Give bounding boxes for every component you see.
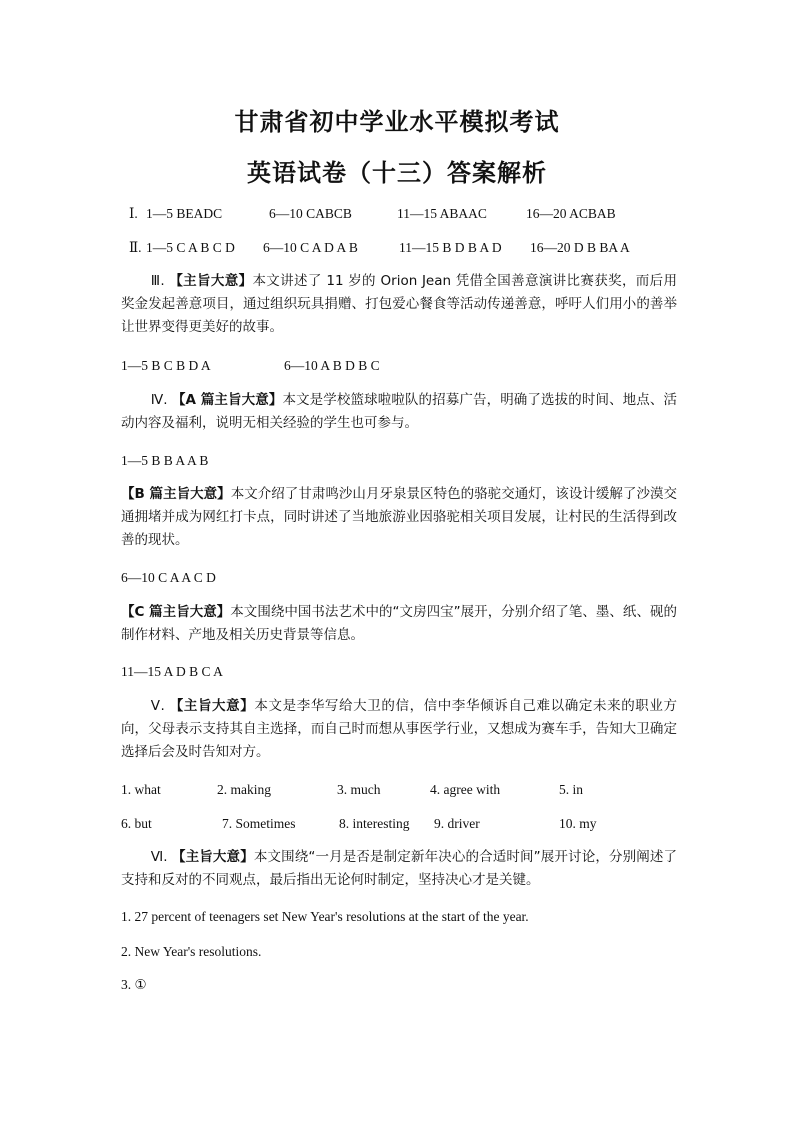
answer-item: 2. making bbox=[217, 782, 271, 797]
summary-text: 本文讲述了 11 岁的 Orion Jean 凭借全国善意演讲比赛获奖，而后用奖金发起善意项目，通过组织玩具捐赠、打包爱心餐食等活动传递善意，呼吁人们用小的善举让世界变得更美好的故事。 bbox=[121, 273, 678, 335]
section-6-answer-3: 3. ① bbox=[121, 977, 147, 992]
answer-group: 11—15 ABAAC bbox=[397, 206, 487, 221]
section-6-summary bbox=[121, 846, 677, 892]
summary-tag: 【主旨大意】 bbox=[172, 849, 254, 865]
summary-tag: 【主旨大意】 bbox=[169, 273, 253, 289]
section-4-c-summary bbox=[121, 601, 677, 647]
answer-group: 11—15 B D B A D bbox=[399, 240, 502, 255]
summary-text: 本文是李华写给大卫的信，信中李华倾诉自己难以确定未来的职业方向，父母表示支持其自主选择，而自己时而想从事医学行业，又想成为赛车手，告知大卫确定选择后会及时告知对方。 bbox=[121, 698, 678, 760]
summary-tag: 【B 篇主旨大意】 bbox=[121, 486, 231, 502]
answer-group: 1—5 B C B D A bbox=[121, 358, 211, 373]
section-3-summary bbox=[121, 270, 677, 339]
answer-item: 5. in bbox=[559, 782, 584, 797]
answer-item: 10. my bbox=[559, 816, 597, 831]
answer-item: 6. but bbox=[121, 816, 152, 831]
answer-group: 6—10 C A D A B bbox=[263, 240, 358, 255]
answer-group: 6—10 A B D B C bbox=[284, 358, 380, 373]
summary-text: 本文介绍了甘肃鸣沙山月牙泉景区特色的骆驼交通灯，该设计缓解了沙漠交通拥堵并成为网红打卡点，同时讲述了当地旅游业因骆驼相关项目发展，让村民的生活得到改善的现状。 bbox=[121, 486, 678, 548]
section-numeral: Ⅱ. bbox=[129, 240, 142, 255]
section-numeral: Ⅲ. bbox=[150, 273, 165, 289]
answer-item: 1. what bbox=[121, 782, 161, 797]
section-numeral: Ⅴ. bbox=[150, 698, 165, 714]
answer-group: 6—10 CABCB bbox=[269, 206, 352, 221]
section-4-b-summary bbox=[121, 483, 677, 552]
summary-text: 本文围绕“一月是否是制定新年决心的合适时间”展开讨论，分别阐述了支持和反对的不同观点，最后指出无论何时制定，坚持决心才是关键。 bbox=[121, 849, 678, 888]
exam-title: 甘肃省初中学业水平模拟考试 bbox=[234, 108, 560, 136]
section-4-c-answers: 11—15 A D B C A bbox=[121, 664, 223, 679]
section-5-summary bbox=[121, 695, 677, 764]
answer-group: 1—5 C A B C D bbox=[146, 240, 235, 255]
section-4-b-answers: 6—10 C A A C D bbox=[121, 570, 216, 585]
answer-item: 4. agree with bbox=[430, 782, 501, 797]
summary-text: 本文围绕中国书法艺术中的“文房四宝”展开，分别介绍了笔、墨、纸、砚的制作材料、产地及相关历史背景等信息。 bbox=[121, 604, 677, 643]
summary-tag: 【A 篇主旨大意】 bbox=[171, 392, 283, 408]
answer-item: 8. interesting bbox=[339, 816, 410, 831]
section-6-answer-2: 2. New Year's resolutions. bbox=[121, 944, 262, 959]
section-numeral: Ⅵ. bbox=[150, 849, 168, 865]
answer-item: 9. driver bbox=[434, 816, 480, 831]
answer-group: 1—5 BEADC bbox=[146, 206, 223, 221]
section-4-a-summary bbox=[121, 389, 677, 435]
answer-item: 7. Sometimes bbox=[222, 816, 296, 831]
summary-tag: 【主旨大意】 bbox=[169, 698, 255, 714]
answer-group: 16—20 D B BA A bbox=[530, 240, 630, 255]
section-6-answer-1: 1. 27 percent of teenagers set New Year's resolutions at the start of the year. bbox=[121, 909, 529, 924]
answer-group: 16—20 ACBAB bbox=[526, 206, 616, 221]
summary-text: 本文是学校篮球啦啦队的招募广告，明确了选拔的时间、地点、活动内容及福利，说明无相关经验的学生也可参与。 bbox=[121, 392, 677, 431]
section-numeral: Ⅳ. bbox=[150, 392, 168, 408]
section-numeral: Ⅰ. bbox=[129, 206, 138, 221]
answer-item: 3. much bbox=[337, 782, 381, 797]
answer-key-title: 英语试卷（十三）答案解析 bbox=[247, 159, 547, 187]
summary-tag: 【C 篇主旨大意】 bbox=[121, 604, 231, 620]
section-4-a-answers: 1—5 B B A A B bbox=[121, 453, 209, 468]
